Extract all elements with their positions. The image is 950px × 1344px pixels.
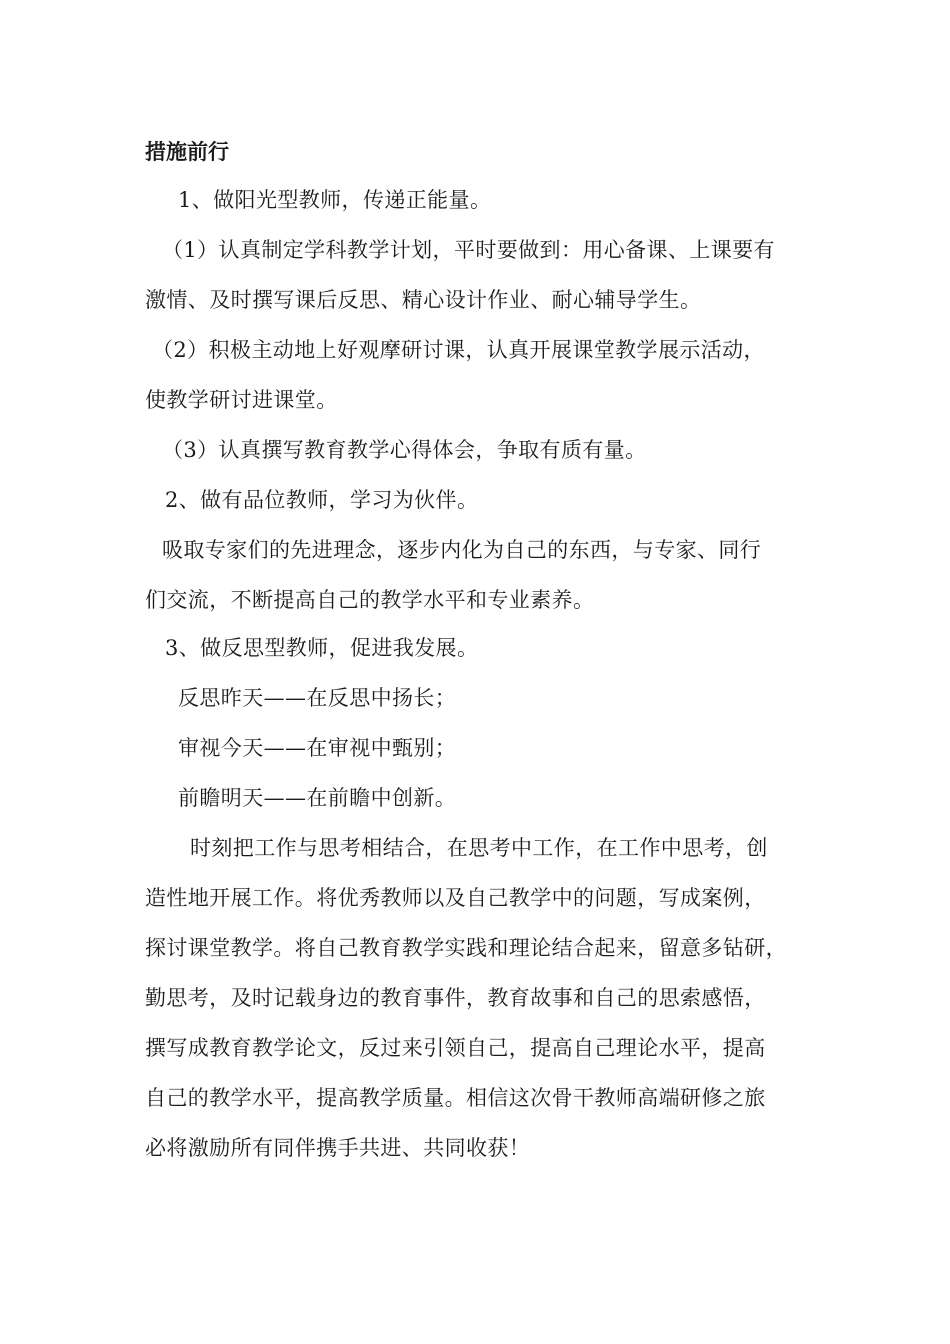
paragraph-line: （3）认真撰写教育教学心得体会，争取有质有量。: [162, 438, 647, 462]
paragraph-line: 吸取专家们的先进理念，逐步内化为自己的东西，与专家、同行: [162, 538, 762, 562]
point-1-title: 1、做阳光型教师，传递正能量。: [178, 188, 492, 212]
paragraph-line: 撰写成教育教学论文，反过来引领自己，提高自己理论水平，提高: [145, 1036, 766, 1060]
reflection-line: 审视今天——在审视中甄别；: [178, 736, 457, 760]
paragraph-line: 自己的教学水平，提高教学质量。相信这次骨干教师高端研修之旅: [145, 1086, 766, 1110]
paragraph-line: 们交流，不断提高自己的教学水平和专业素养。: [145, 588, 595, 612]
paragraph-line: 激情、及时撰写课后反思、精心设计作业、耐心辅导学生。: [145, 288, 702, 312]
reflection-line: 反思昨天——在反思中扬长；: [178, 686, 457, 710]
paragraph-line: 使教学研讨进课堂。: [145, 388, 338, 412]
paragraph-line: （1）认真制定学科教学计划，平时要做到：用心备课、上课要有: [162, 238, 775, 262]
point-3-title: 3、做反思型教师，促进我发展。: [165, 636, 479, 660]
paragraph-line: 时刻把工作与思考相结合，在思考中工作，在工作中思考，创: [190, 836, 768, 860]
paragraph-line: 造性地开展工作。将优秀教师以及自己教学中的问题，写成案例，: [145, 886, 766, 910]
reflection-line: 前瞻明天——在前瞻中创新。: [178, 786, 457, 810]
paragraph-line: 必将激励所有同伴携手共进、共同收获！: [145, 1136, 531, 1160]
paragraph-line: （2）积极主动地上好观摩研讨课，认真开展课堂教学展示活动，: [152, 338, 765, 362]
paragraph-line: 勤思考，及时记载身边的教育事件，教育故事和自己的思索感悟，: [145, 986, 766, 1010]
point-2-title: 2、做有品位教师，学习为伙伴。: [165, 488, 479, 512]
paragraph-line: 探讨课堂教学。将自己教育教学实践和理论结合起来，留意多钻研，: [145, 936, 787, 960]
section-heading: 措施前行: [145, 139, 229, 164]
